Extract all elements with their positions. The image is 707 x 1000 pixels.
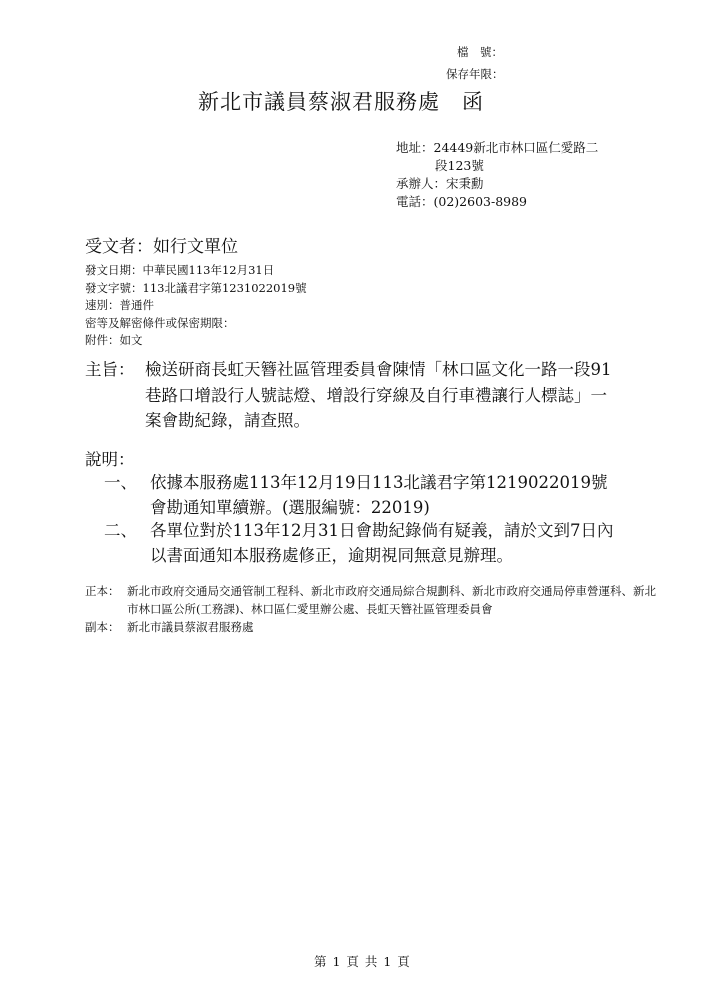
item-text: 各單位對於113年12月31日會勘紀錄倘有疑義，請於文到7日內以書面通知本服務處修正，逾期視同無意見辦理。 — [150, 521, 614, 565]
sender-address-continued: 段123號 — [435, 158, 484, 173]
copy-recipients-text: 新北市議員蔡淑君服務處 — [127, 620, 254, 634]
main-recipients-label: 正本： — [85, 584, 120, 598]
explanation-item — [104, 518, 622, 568]
document-meta — [85, 262, 307, 350]
subject-section — [85, 357, 615, 434]
subject-text: 檢送研商長虹天簪社區管理委員會陳情「林口區文化一路一段91巷路口增設行人號誌燈、增設行穿線及自行車禮讓行人標誌」一案會勘紀錄，請查照。 — [145, 360, 612, 430]
page-number: 第 1 頁 共 1 頁 — [314, 954, 411, 969]
sender-info — [396, 139, 598, 211]
item-number: 二、 — [104, 521, 137, 540]
distribution-section — [85, 582, 667, 636]
item-text: 依據本服務處113年12月19日113北議君字第1219022019號會勘通知單續辦。(選服編號：22019) — [150, 473, 608, 517]
item-number: 一、 — [104, 473, 137, 492]
delivery-speed: 速別：普通件 — [85, 298, 154, 312]
classification: 密等及解密條件或保密期限： — [85, 315, 235, 330]
explanation-item — [104, 470, 622, 520]
main-recipients — [85, 582, 667, 618]
explanation-label: 說明： — [85, 450, 135, 469]
document-title: 新北市議員蔡淑君服務處 函 — [198, 90, 484, 114]
sender-phone: 電話：(02)2603-8989 — [396, 194, 528, 209]
main-recipients-text: 新北市政府交通局交通管制工程科、新北市政府交通局綜合規劃科、新北市政府交通局停車營運科、新北市林口區公所(工務課)、林口區仁愛里辦公處、長虹天簪社區管理委員會 — [127, 584, 656, 616]
issue-date: 發文日期：中華民國113年12月31日 — [85, 263, 275, 277]
file-number-label: 檔 號： — [457, 45, 503, 59]
issue-number: 發文字號：113北議君字第1231022019號 — [85, 280, 307, 295]
recipient: 受文者：如行文單位 — [85, 237, 238, 257]
attachment: 附件：如文 — [85, 333, 143, 347]
copy-recipients — [85, 618, 667, 636]
sender-contact: 承辦人：宋秉勳 — [396, 176, 484, 191]
retention-period-label: 保存年限： — [446, 67, 504, 81]
copy-recipients-label: 副本： — [85, 620, 120, 634]
subject-label: 主旨： — [85, 360, 135, 379]
sender-address: 地址：24449新北市林口區仁愛路二 — [396, 140, 599, 155]
